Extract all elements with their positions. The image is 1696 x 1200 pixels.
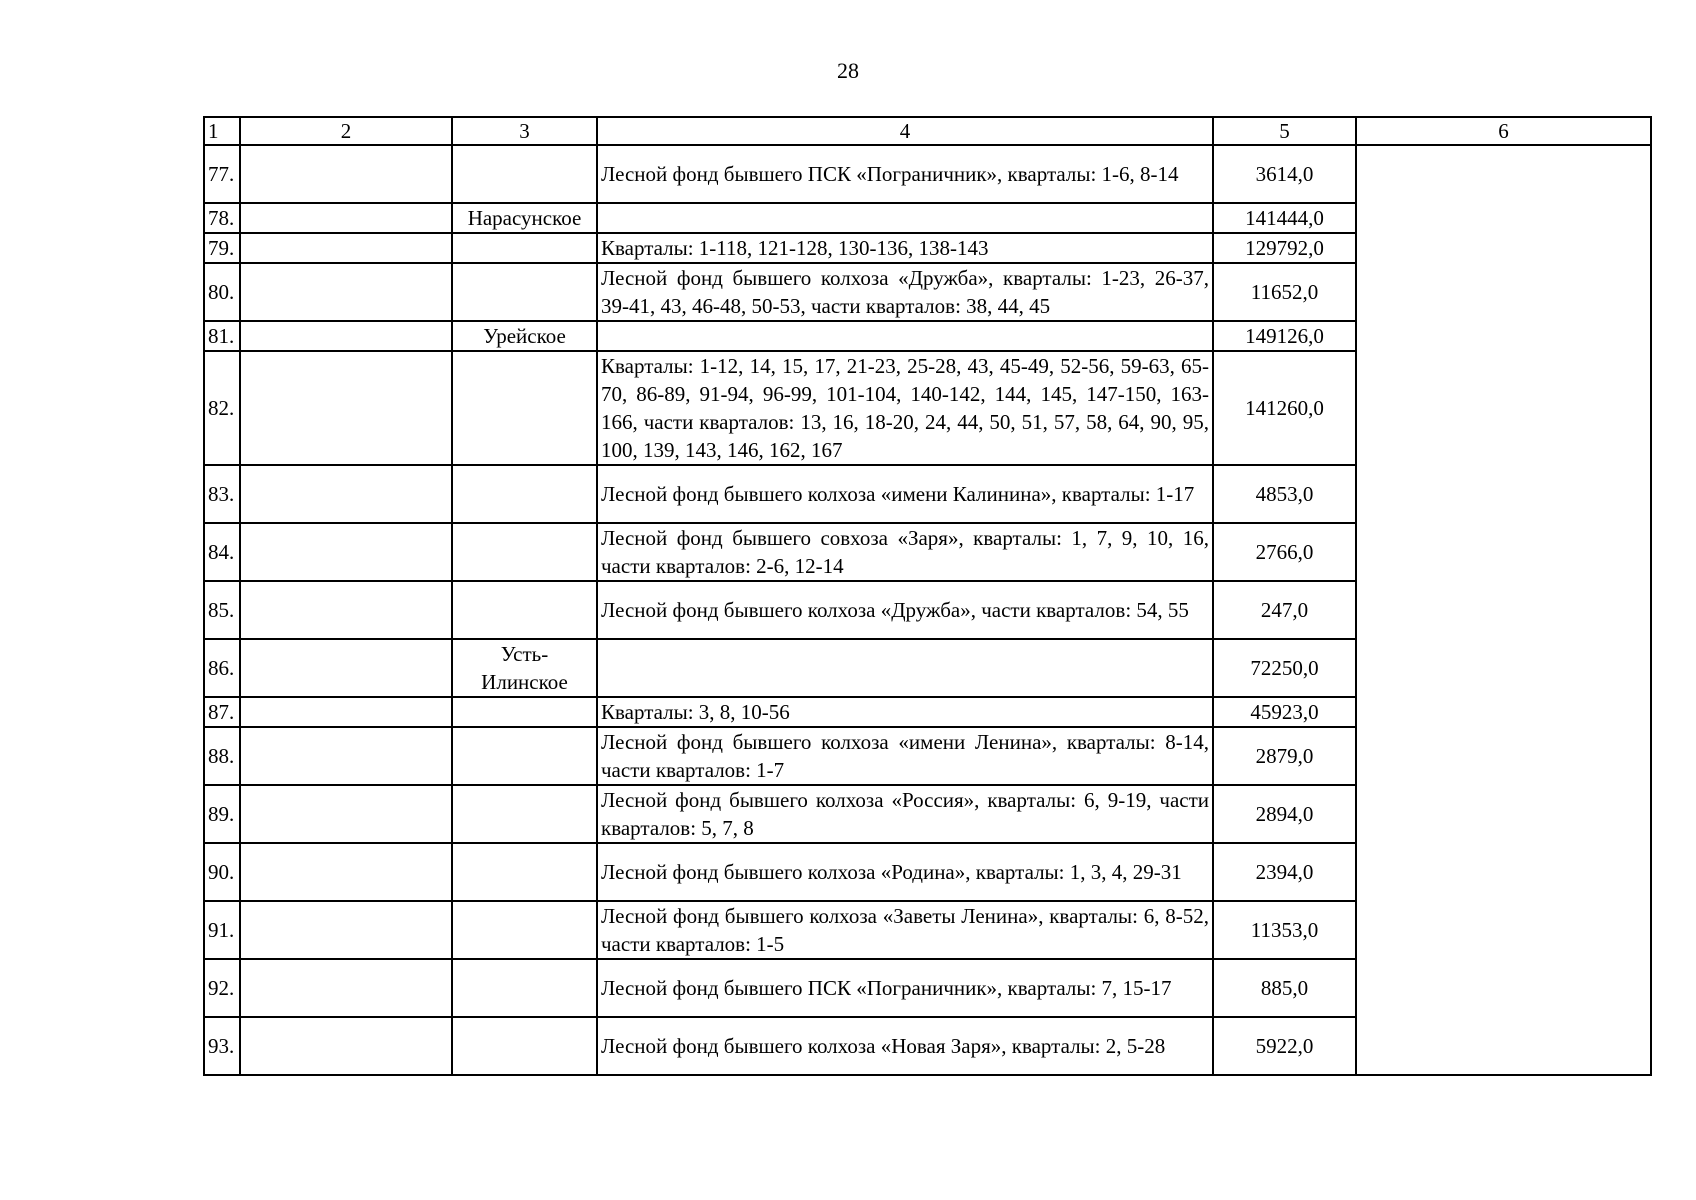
area-cell: 141444,0 — [1213, 203, 1356, 233]
description-cell: Лесной фонд бывшего колхоза «Россия», кварталы: 6, 9-19, части кварталов: 5, 7, 8 — [597, 785, 1213, 843]
column-header-1: 1 — [204, 117, 240, 145]
column-header-2: 2 — [240, 117, 452, 145]
area-cell: 5922,0 — [1213, 1017, 1356, 1075]
column-2-cell — [240, 1017, 452, 1075]
row-number: 92. — [204, 959, 240, 1017]
description-cell: Кварталы: 3, 8, 10-56 — [597, 697, 1213, 727]
description-cell: Кварталы: 1-12, 14, 15, 17, 21-23, 25-28, 43, 45-49, 52-56, 59-63, 65-70, 86-89, 91-94, 96-99, 101-104, 140-142, 144, 145, 147-150, 163-166, части кварталов: 13, 16, 18-20, 24, 44, 50, 51, 57, 58, 64, 90, 95, 100, 139, 143, 146, 162, 167 — [597, 351, 1213, 465]
description-cell: Лесной фонд бывшего колхоза «Дружба», кварталы: 1-23, 26-37, 39-41, 43, 46-48, 50-53, части кварталов: 38, 44, 45 — [597, 263, 1213, 321]
area-cell: 11652,0 — [1213, 263, 1356, 321]
row-number: 90. — [204, 843, 240, 901]
area-cell: 129792,0 — [1213, 233, 1356, 263]
description-cell: Лесной фонд бывшего колхоза «Дружба», части кварталов: 54, 55 — [597, 581, 1213, 639]
column-2-cell — [240, 203, 452, 233]
district-cell — [452, 465, 597, 523]
description-cell: Кварталы: 1-118, 121-128, 130-136, 138-143 — [597, 233, 1213, 263]
district-cell — [452, 233, 597, 263]
area-cell: 3614,0 — [1213, 145, 1356, 203]
district-cell — [452, 901, 597, 959]
area-cell: 2394,0 — [1213, 843, 1356, 901]
area-cell: 2766,0 — [1213, 523, 1356, 581]
column-2-cell — [240, 263, 452, 321]
description-cell — [597, 639, 1213, 697]
district-cell — [452, 727, 597, 785]
district-cell — [452, 959, 597, 1017]
row-number: 81. — [204, 321, 240, 351]
district-cell — [452, 523, 597, 581]
column-header-5: 5 — [1213, 117, 1356, 145]
description-cell: Лесной фонд бывшего колхоза «Новая Заря», кварталы: 2, 5-28 — [597, 1017, 1213, 1075]
forest-fund-table — [203, 116, 1652, 1076]
description-cell: Лесной фонд бывшего колхоза «имени Ленина», кварталы: 8-14, части кварталов: 1-7 — [597, 727, 1213, 785]
description-cell: Лесной фонд бывшего колхоза «Родина», кварталы: 1, 3, 4, 29-31 — [597, 843, 1213, 901]
district-cell — [452, 843, 597, 901]
district-cell — [452, 581, 597, 639]
column-2-cell — [240, 785, 452, 843]
row-number: 91. — [204, 901, 240, 959]
column-header-3: 3 — [452, 117, 597, 145]
column-2-cell — [240, 581, 452, 639]
district-cell — [452, 1017, 597, 1075]
district-cell — [452, 263, 597, 321]
row-number: 93. — [204, 1017, 240, 1075]
column-2-cell — [240, 843, 452, 901]
area-cell: 4853,0 — [1213, 465, 1356, 523]
description-cell: Лесной фонд бывшего ПСК «Пограничник», кварталы: 1-6, 8-14 — [597, 145, 1213, 203]
district-cell: Усть-Илинское — [452, 639, 597, 697]
column-2-cell — [240, 465, 452, 523]
table-row — [204, 145, 1651, 203]
row-number: 83. — [204, 465, 240, 523]
area-cell: 141260,0 — [1213, 351, 1356, 465]
area-cell: 2879,0 — [1213, 727, 1356, 785]
area-cell: 45923,0 — [1213, 697, 1356, 727]
column-2-cell — [240, 639, 452, 697]
column-2-cell — [240, 959, 452, 1017]
description-cell — [597, 321, 1213, 351]
area-cell: 247,0 — [1213, 581, 1356, 639]
district-cell — [452, 145, 597, 203]
column-2-cell — [240, 351, 452, 465]
column-header-4: 4 — [597, 117, 1213, 145]
column-2-cell — [240, 145, 452, 203]
column-2-cell — [240, 697, 452, 727]
row-number: 84. — [204, 523, 240, 581]
area-cell: 2894,0 — [1213, 785, 1356, 843]
row-number: 80. — [204, 263, 240, 321]
row-number: 87. — [204, 697, 240, 727]
row-number: 82. — [204, 351, 240, 465]
description-cell — [597, 203, 1213, 233]
row-number: 88. — [204, 727, 240, 785]
area-cell: 11353,0 — [1213, 901, 1356, 959]
column-6-cell — [1356, 145, 1651, 1075]
description-cell: Лесной фонд бывшего ПСК «Пограничник», кварталы: 7, 15-17 — [597, 959, 1213, 1017]
district-cell: Урейское — [452, 321, 597, 351]
description-cell: Лесной фонд бывшего колхоза «Заветы Ленина», кварталы: 6, 8-52, части кварталов: 1-5 — [597, 901, 1213, 959]
district-cell: Нарасунское — [452, 203, 597, 233]
page-number: 28 — [837, 58, 859, 83]
column-2-cell — [240, 523, 452, 581]
area-cell: 885,0 — [1213, 959, 1356, 1017]
row-number: 89. — [204, 785, 240, 843]
area-cell: 149126,0 — [1213, 321, 1356, 351]
column-2-cell — [240, 321, 452, 351]
column-2-cell — [240, 727, 452, 785]
column-header-6: 6 — [1356, 117, 1651, 145]
row-number: 78. — [204, 203, 240, 233]
row-number: 85. — [204, 581, 240, 639]
table-header-row — [204, 117, 1651, 145]
column-2-cell — [240, 233, 452, 263]
district-cell — [452, 785, 597, 843]
description-cell: Лесной фонд бывшего колхоза «имени Калинина», кварталы: 1-17 — [597, 465, 1213, 523]
row-number: 86. — [204, 639, 240, 697]
row-number: 77. — [204, 145, 240, 203]
description-cell: Лесной фонд бывшего совхоза «Заря», кварталы: 1, 7, 9, 10, 16, части кварталов: 2-6, 12-14 — [597, 523, 1213, 581]
area-cell: 72250,0 — [1213, 639, 1356, 697]
row-number: 79. — [204, 233, 240, 263]
district-cell — [452, 697, 597, 727]
district-cell — [452, 351, 597, 465]
column-2-cell — [240, 901, 452, 959]
